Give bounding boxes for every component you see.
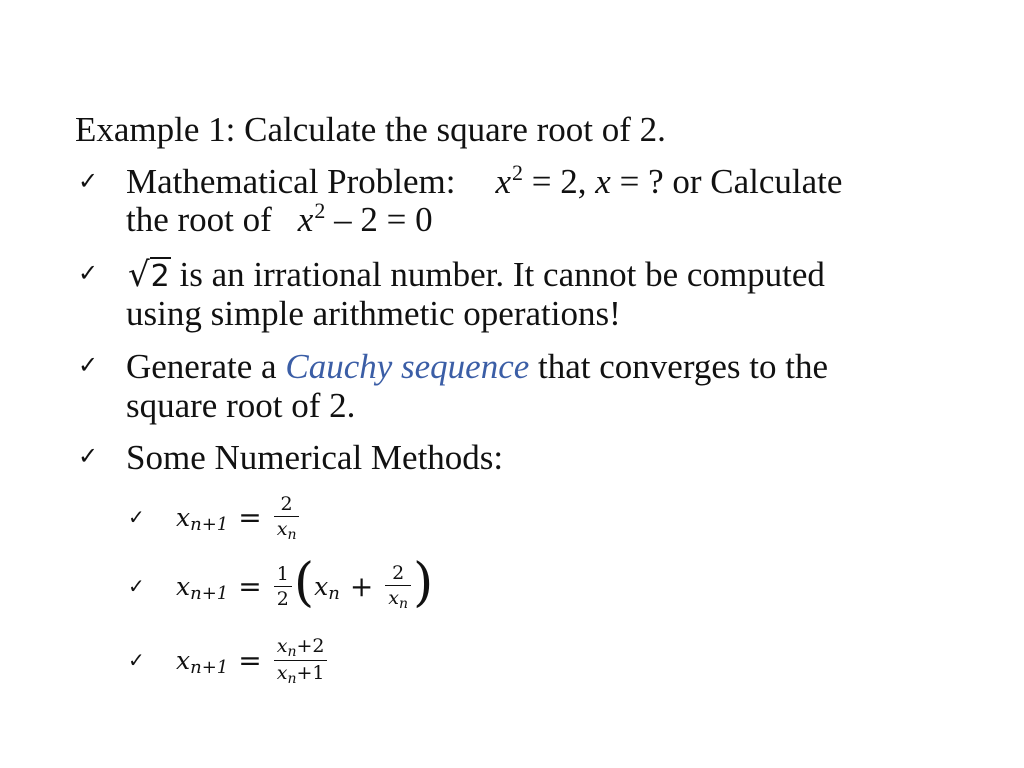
lhs-sub: n+1 — [190, 513, 229, 535]
numerator — [274, 634, 328, 660]
den-var: x — [276, 661, 288, 684]
check-icon: ✓ — [78, 167, 99, 195]
title-text: Example 1: Calculate the square root of 2. — [75, 110, 666, 149]
equals-sign: = — [238, 643, 262, 677]
eq3-rest: – 2 = 0 — [334, 200, 433, 239]
problem-label: Mathematical Problem: — [126, 162, 456, 201]
equals-sign: = — [238, 500, 262, 534]
num-var: x — [276, 634, 288, 657]
den-rest: +1 — [296, 661, 325, 684]
method-formula-1 — [176, 487, 301, 547]
denominator: 2 — [276, 587, 289, 610]
check-icon: ✓ — [128, 648, 145, 672]
check-icon: ✓ — [78, 442, 99, 470]
sqrt-two — [126, 255, 171, 297]
half-fraction — [274, 562, 292, 611]
eq1-rest: = 2, — [531, 162, 587, 201]
lhs-sub: n+1 — [190, 582, 229, 604]
eq2-rest: = ? or Calculate — [619, 162, 843, 201]
lhs-var: x — [176, 645, 191, 675]
right-paren: ) — [413, 553, 434, 613]
numerator: 1 — [276, 562, 289, 585]
cauchy-emphasis: Cauchy sequence — [285, 347, 530, 386]
bullet-irrational-line2 — [126, 294, 621, 334]
bullet-methods — [126, 438, 503, 478]
numerator: 2 — [392, 561, 405, 584]
cauchy-post: that converges to the — [538, 347, 828, 386]
bullet-cauchy-line2 — [126, 386, 355, 426]
fraction — [274, 634, 328, 687]
eq2-var: x — [595, 162, 611, 201]
eq1-exponent: 2 — [512, 160, 524, 185]
denominator — [385, 586, 411, 612]
cauchy-line2: square root of 2. — [126, 386, 356, 425]
lhs-sub: n+1 — [190, 656, 229, 678]
check-icon: ✓ — [128, 574, 145, 598]
plus-sign: + — [349, 569, 374, 603]
methods-text: Some Numerical Methods: — [126, 438, 504, 477]
check-icon: ✓ — [78, 351, 99, 379]
lhs-var: x — [176, 571, 191, 601]
bullet-cauchy-line1 — [126, 347, 828, 387]
fraction — [274, 492, 300, 543]
root-of-text: the root of — [126, 200, 272, 239]
den-var: x — [276, 517, 288, 540]
irrational-text1: is an irrational number. It cannot be computed — [179, 255, 825, 294]
cauchy-pre: Generate a — [126, 347, 277, 386]
eq3-var: x — [297, 200, 314, 239]
radicand: 2 — [150, 259, 170, 294]
denominator — [274, 661, 328, 687]
num-sub: n — [287, 643, 297, 660]
den-sub: n — [287, 526, 297, 543]
left-paren: ( — [293, 553, 315, 613]
den-sub: n — [287, 670, 297, 687]
den-var: x — [388, 586, 399, 609]
irrational-text2: using simple arithmetic operations! — [126, 294, 621, 333]
bullet-problem-line2 — [126, 200, 433, 244]
num-rest: +2 — [296, 634, 325, 657]
method-formula-2 — [176, 553, 434, 616]
eq1-var: x — [495, 162, 512, 201]
denominator — [274, 517, 300, 543]
den-sub: n — [399, 595, 409, 612]
check-icon: ✓ — [78, 259, 99, 287]
eq3-exponent: 2 — [314, 198, 326, 223]
inner-sub: n — [328, 582, 340, 604]
lhs-var: x — [176, 502, 191, 532]
check-icon: ✓ — [128, 505, 145, 529]
radical-sign: √ — [128, 255, 150, 295]
method-formula-3 — [176, 630, 329, 690]
slide-title — [75, 110, 666, 150]
fraction — [385, 561, 411, 612]
bullet-irrational-line1 — [126, 255, 825, 297]
inner-var: x — [314, 571, 329, 601]
numerator: 2 — [280, 492, 293, 515]
equals-sign: = — [238, 569, 262, 603]
